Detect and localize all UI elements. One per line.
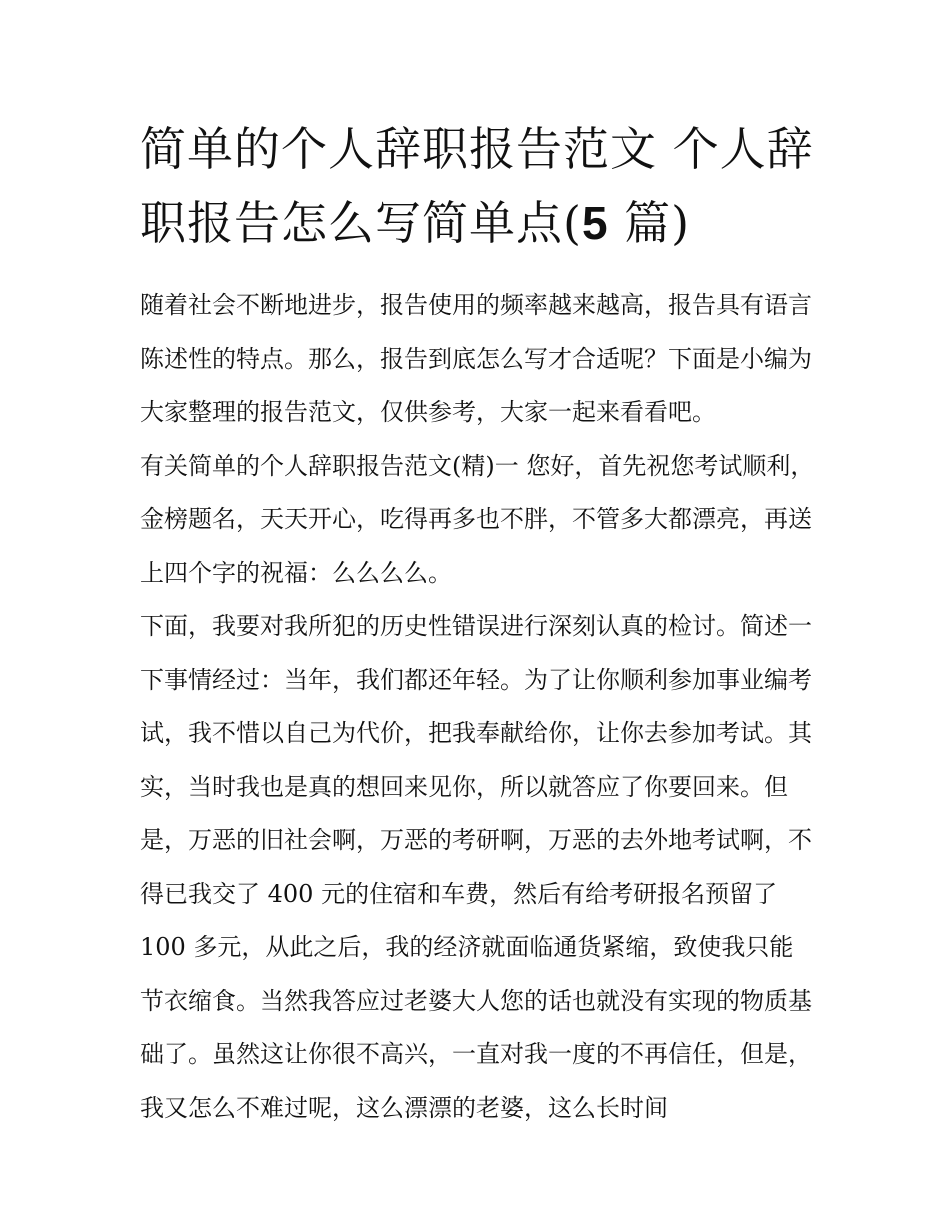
title-suffix: 篇) xyxy=(608,196,691,250)
section-paragraph-2: 下面，我要对我所犯的历史性错误进行深刻认真的检讨。简述一下事情经过：当年，我们都还年轻。为了让你顺利参加事业编考试，我不惜以自己为代价，把我奉献给你，让你去参加考试。其实，当时我也是真的想回来见你，所以就答应了你要回来。但是，万恶的旧社会啊，万恶的考研啊，万恶的去外地考试啊，不得已我交了 400 元的住宿和车费，然后有给考研报名预留了 100 多元，从此之后，我的经济就面临通货紧缩，致使我只能节衣缩食。当然我答应过老婆大人您的话也就没有实现的物质基础了。虽然这让你很不高兴，一直对我一度的不再信任，但是，我又怎么不难过呢，这么漂漂的老婆，这么长时间 xyxy=(140,612,812,1122)
title-text: 简单的个人辞职报告范文 个人辞职报告怎么写简单点( xyxy=(140,122,814,250)
document-title xyxy=(140,112,815,260)
section-paragraph-1: 有关简单的个人辞职报告范文(精)一 您好，首先祝您考试顺利，金榜题名，天天开心，吃得再多也不胖，不管多大都漂亮，再送上四个字的祝福：么么么么。 xyxy=(140,451,815,587)
title-count: 5 xyxy=(581,197,609,249)
document-body xyxy=(140,279,815,1135)
intro-paragraph: 随着社会不断地进步，报告使用的频率越来越高，报告具有语言陈述性的特点。那么，报告到底怎么写才合适呢？下面是小编为大家整理的报告范文，仅供参考，大家一起来看看吧。 xyxy=(140,291,812,426)
